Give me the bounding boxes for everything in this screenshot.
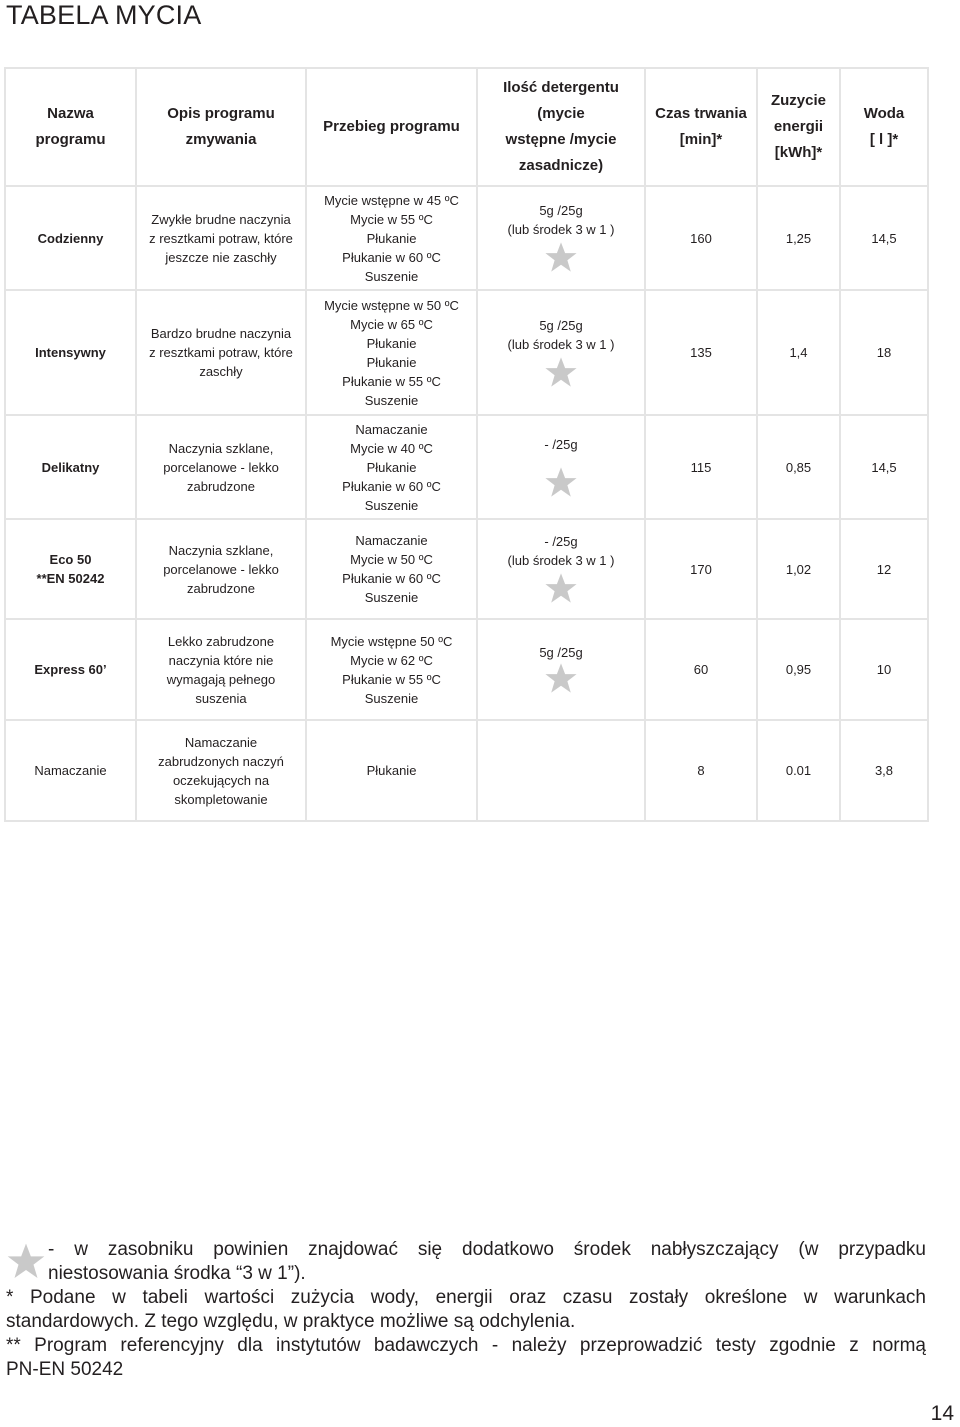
header-energy: Zuzycie energii [kWh]* [757, 68, 840, 186]
program-name: Namaczanie [5, 720, 136, 821]
duration-value: 135 [645, 290, 757, 415]
table-row [5, 415, 928, 519]
program-steps: Mycie wstępne w 50 ºC Mycie w 65 ºC Płukanie Płukanie Płukanie w 55 ºC Suszenie [306, 290, 477, 415]
header-duration: Czas trwania [min]* [645, 68, 757, 186]
energy-value: 0.01 [757, 720, 840, 821]
detergent-amount [477, 720, 645, 821]
program-steps: Mycie wstępne w 45 ºC Mycie w 55 ºC Płukanie Płukanie w 60 ºC Suszenie [306, 186, 477, 290]
footnote-asterisk-line-1: * Podane w tabeli wartości zużycia wody, energii oraz czasu zostały określone w warunkach [6, 1287, 926, 1308]
duration-value: 160 [645, 186, 757, 290]
table-row [5, 290, 928, 415]
water-value: 18 [840, 290, 928, 415]
program-name: Codzienny [5, 186, 136, 290]
detergent-amount: - /25g (lub środek 3 w 1 ) [477, 519, 645, 619]
program-name: Express 60’ [5, 619, 136, 720]
header-water: Woda [ l ]* [840, 68, 928, 186]
footnote-asterisk-line-2: standardowych. Z tego względu, w praktyce możliwe są odchylenia. [6, 1311, 576, 1332]
star-icon [544, 356, 578, 390]
detergent-amount: 5g /25g [477, 619, 645, 720]
duration-value: 8 [645, 720, 757, 821]
header-program-description: Opis programu zmywania [136, 68, 306, 186]
detergent-amount: 5g /25g (lub środek 3 w 1 ) [477, 290, 645, 415]
water-value: 3,8 [840, 720, 928, 821]
star-icon [544, 466, 578, 500]
detergent-amount: - /25g [477, 415, 645, 519]
table-row [5, 720, 928, 821]
energy-value: 0,95 [757, 619, 840, 720]
program-description: Zwykłe brudne naczynia z resztkami potraw, które jeszcze nie zaschły [136, 186, 306, 290]
duration-value: 115 [645, 415, 757, 519]
star-icon [544, 572, 578, 606]
program-description: Naczynia szklane, porcelanowe - lekko zabrudzone [136, 519, 306, 619]
star-icon [544, 662, 578, 696]
table-header-row [5, 68, 928, 186]
program-steps: Płukanie [306, 720, 477, 821]
duration-value: 170 [645, 519, 757, 619]
footnote-double-asterisk-line-1: ** Program referencyjny dla instytutów badawczych - należy przeprowadzić testy zgodnie z normą [6, 1335, 926, 1356]
program-description: Bardzo brudne naczynia z resztkami potraw, które zaschły [136, 290, 306, 415]
table-row [5, 519, 928, 619]
footnote-star-line-2: niestosowania środka “3 w 1”). [48, 1263, 306, 1284]
water-value: 14,5 [840, 415, 928, 519]
program-steps: Mycie wstępne 50 ºC Mycie w 62 ºC Płukanie w 55 ºC Suszenie [306, 619, 477, 720]
star-icon [6, 1242, 46, 1282]
program-name: Eco 50 **EN 50242 [5, 519, 136, 619]
header-program-name: Nazwa programu [5, 68, 136, 186]
program-steps: Namaczanie Mycie w 40 ºC Płukanie Płukanie w 60 ºC Suszenie [306, 415, 477, 519]
program-name: Delikatny [5, 415, 136, 519]
header-detergent-amount: Ilość detergentu (mycie wstępne /mycie zasadnicze) [477, 68, 645, 186]
detergent-amount: 5g /25g (lub środek 3 w 1 ) [477, 186, 645, 290]
energy-value: 0,85 [757, 415, 840, 519]
program-name: Intensywny [5, 290, 136, 415]
water-value: 14,5 [840, 186, 928, 290]
page-title: TABELA MYCIA [6, 0, 202, 30]
table-row [5, 186, 928, 290]
program-description: Lekko zabrudzone naczynia które nie wymagają pełnego suszenia [136, 619, 306, 720]
energy-value: 1,02 [757, 519, 840, 619]
program-description: Naczynia szklane, porcelanowe - lekko zabrudzone [136, 415, 306, 519]
water-value: 10 [840, 619, 928, 720]
duration-value: 60 [645, 619, 757, 720]
footnotes [6, 1238, 926, 1382]
water-value: 12 [840, 519, 928, 619]
page-number: 14 [930, 1402, 954, 1425]
table-row [5, 619, 928, 720]
footnote-star-line-1: - w zasobniku powinien znajdować się dodatkowo środek nabłyszczający (w przypadku [48, 1239, 926, 1260]
program-steps: Namaczanie Mycie w 50 ºC Płukanie w 60 ºC Suszenie [306, 519, 477, 619]
program-description: Namaczanie zabrudzonych naczyń oczekujących na skompletowanie [136, 720, 306, 821]
energy-value: 1,25 [757, 186, 840, 290]
star-icon [544, 241, 578, 275]
header-program-course: Przebieg programu [306, 68, 477, 186]
washing-table [4, 67, 929, 822]
footnote-double-asterisk-line-2: PN-EN 50242 [6, 1359, 124, 1380]
energy-value: 1,4 [757, 290, 840, 415]
